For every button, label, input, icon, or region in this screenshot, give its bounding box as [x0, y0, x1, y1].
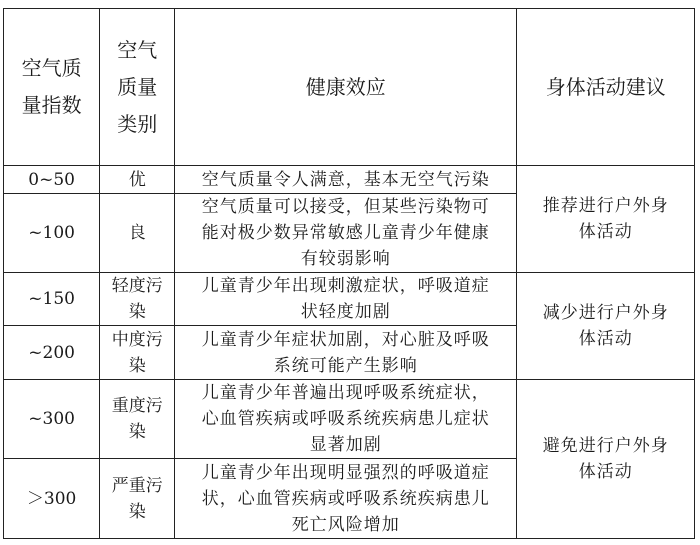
- activity-advice: 推荐进行户外身 体活动: [517, 166, 695, 273]
- header-aqi: 空气质 量指数: [4, 9, 100, 166]
- aqi-category: 轻度污 染: [100, 273, 175, 326]
- aqi-range: ~150: [4, 273, 100, 326]
- health-effect: 空气质量可以接受，但某些污染物可 能对极少数异常敏感儿童青少年健康 有较弱影响: [175, 194, 517, 273]
- health-effect: 空气质量令人满意，基本无空气污染: [175, 166, 517, 194]
- header-row: [4, 9, 695, 166]
- activity-advice: 避免进行户外身 体活动: [517, 380, 695, 539]
- aqi-category: 严重污 染: [100, 459, 175, 539]
- aqi-range: ~300: [4, 380, 100, 459]
- table-row: [4, 380, 695, 459]
- aqi-category: 优: [100, 166, 175, 194]
- aqi-range: ~200: [4, 326, 100, 380]
- table-row: [4, 166, 695, 194]
- table-row: [4, 273, 695, 326]
- aqi-range: 0~50: [4, 166, 100, 194]
- aqi-range: ~100: [4, 194, 100, 273]
- health-effect: 儿童青少年症状加剧，对心脏及呼吸 系统可能产生影响: [175, 326, 517, 380]
- aqi-category: 良: [100, 194, 175, 273]
- health-effect: 儿童青少年普遍出现呼吸系统症状， 心血管疾病或呼吸系统疾病患儿症状 显著加剧: [175, 380, 517, 459]
- health-effect: 儿童青少年出现明显强烈的呼吸道症 状，心血管疾病或呼吸系统疾病患儿 死亡风险增加: [175, 459, 517, 539]
- header-activity-advice: 身体活动建议: [517, 9, 695, 166]
- aqi-range: ＞300: [4, 459, 100, 539]
- activity-advice: 减少进行户外身 体活动: [517, 273, 695, 380]
- health-effect: 儿童青少年出现刺激症状，呼吸道症 状轻度加剧: [175, 273, 517, 326]
- aqi-category: 重度污 染: [100, 380, 175, 459]
- header-category: 空气 质量 类别: [100, 9, 175, 166]
- aqi-category: 中度污 染: [100, 326, 175, 380]
- air-quality-table: [3, 8, 695, 539]
- header-health-effect: 健康效应: [175, 9, 517, 166]
